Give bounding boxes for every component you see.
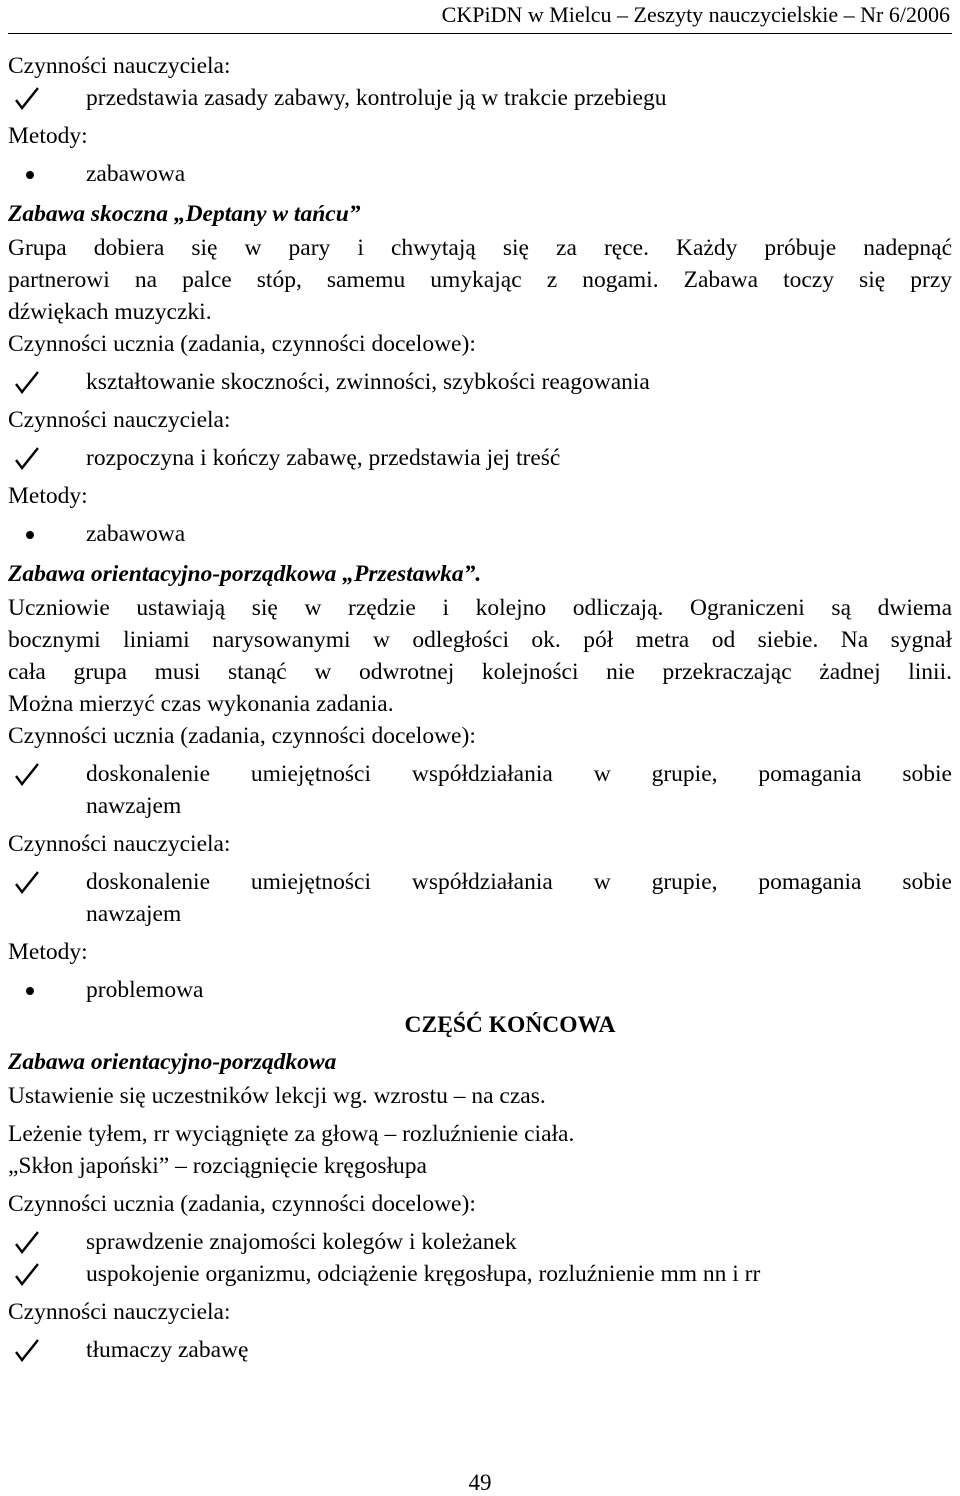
check-item: sprawdzenie znajomości kolegów i koleżanek — [8, 1226, 952, 1258]
methods-label: Metody: — [8, 483, 88, 509]
bullet-icon — [26, 531, 34, 539]
instruction-line: „Skłon japoński” – rozciągnięcie kręgosłupa — [8, 1153, 427, 1179]
checkmark-icon — [12, 1258, 42, 1290]
check-item: doskonalenie umiejętności współdziałania w grupie, pomagania sobie nawzajem — [8, 866, 952, 930]
checkmark-icon — [12, 1334, 42, 1366]
checkmark-icon — [12, 758, 42, 790]
page-content — [8, 50, 952, 1366]
teacher-label: Czynności nauczyciela: — [8, 407, 231, 433]
student-label: Czynności ucznia (zadania, czynności docelowe): — [8, 1191, 476, 1217]
checkmark-icon — [12, 866, 42, 898]
running-header: CKPiDN w Mielcu – Zeszyty nauczycielskie – Nr 6/2006 — [441, 2, 950, 27]
check-item: uspokojenie organizmu, odciążenie kręgosłupa, rozluźnienie mm nn i rr — [8, 1258, 952, 1290]
description-line: dźwiękach muzyczki. — [8, 299, 212, 325]
check-item: tłumaczy zabawę — [8, 1334, 952, 1366]
bullet-icon — [26, 171, 34, 179]
check-item: przedstawia zasady zabawy, kontroluje ją w trakcie przebiegu — [8, 82, 952, 114]
description-line: bocznymi liniami narysowanymi w odległości ok. pół metra od siebie. Na sygnał — [8, 627, 952, 653]
section-heading: CZĘŚĆ KOŃCOWA — [404, 1012, 616, 1038]
description-line: cała grupa musi stanąć w odwrotnej kolejności nie przekraczając żadnej linii. — [8, 659, 952, 685]
checkmark-icon — [12, 1226, 42, 1258]
teacher-label: Czynności nauczyciela: — [8, 831, 231, 857]
description-line: Grupa dobiera się w pary i chwytają się za ręce. Każdy próbuje nadepnąć — [8, 235, 952, 261]
header-rule — [8, 33, 952, 34]
checkmark-icon — [12, 82, 42, 114]
instruction-line: Ustawienie się uczestników lekcji wg. wzrostu – na czas. — [8, 1083, 546, 1109]
student-label: Czynności ucznia (zadania, czynności docelowe): — [8, 331, 476, 357]
teacher-label: Czynności nauczyciela: — [8, 1299, 231, 1325]
student-label: Czynności ucznia (zadania, czynności docelowe): — [8, 723, 476, 749]
description-line: Można mierzyć czas wykonania zadania. — [8, 691, 394, 717]
page-number: 49 — [468, 1470, 492, 1495]
description-line: partnerowi na palce stóp, samemu umykając z nogami. Zabawa toczy się przy — [8, 267, 952, 293]
bullet-item: zabawowa — [8, 158, 952, 190]
checkmark-icon — [12, 366, 42, 398]
description-line: Uczniowie ustawiają się w rzędzie i kolejno odliczają. Ograniczeni są dwiema — [8, 595, 952, 621]
exercise-title: Zabawa orientacyjno-porządkowa „Przestawka”. — [8, 561, 482, 587]
teacher-label: Czynności nauczyciela: — [8, 53, 231, 79]
instruction-line: Leżenie tyłem, rr wyciągnięte za głową – rozluźnienie ciała. — [8, 1121, 575, 1147]
exercise-title: Zabawa skoczna „Deptany w tańcu” — [8, 201, 361, 227]
methods-label: Metody: — [8, 123, 88, 149]
checkmark-icon — [12, 442, 42, 474]
exercise-title: Zabawa orientacyjno-porządkowa — [8, 1049, 337, 1075]
bullet-icon — [26, 987, 34, 995]
check-item: kształtowanie skoczności, zwinności, szybkości reagowania — [8, 366, 952, 398]
bullet-item: zabawowa — [8, 518, 952, 550]
check-item: doskonalenie umiejętności współdziałania w grupie, pomagania sobie nawzajem — [8, 758, 952, 822]
bullet-item: problemowa — [8, 974, 952, 1006]
check-item: rozpoczyna i kończy zabawę, przedstawia jej treść — [8, 442, 952, 474]
methods-label: Metody: — [8, 939, 88, 965]
